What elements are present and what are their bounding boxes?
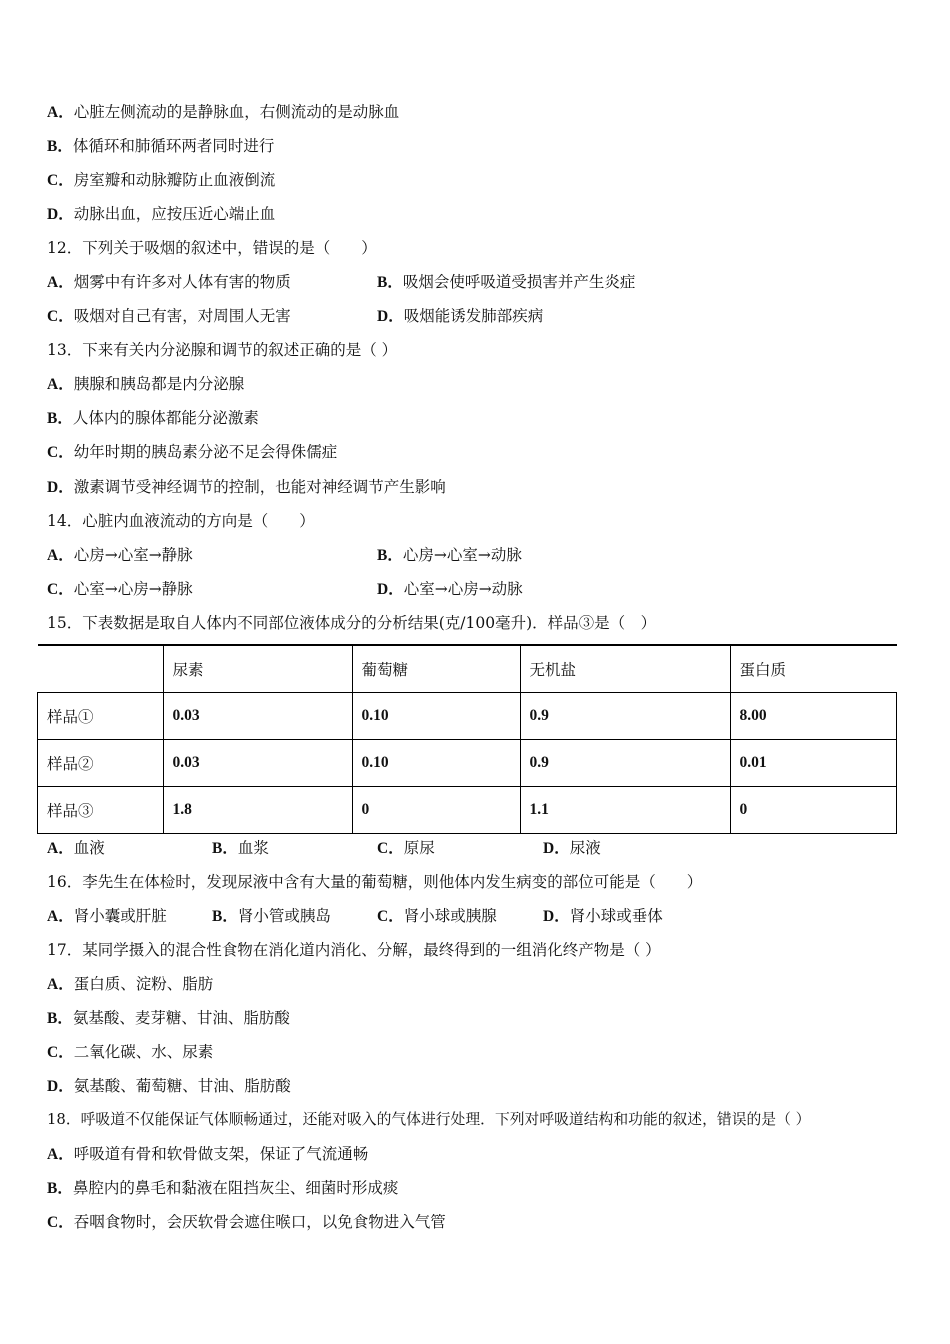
option-label: B． <box>47 1180 73 1197</box>
option-text: 呼吸道有骨和软骨做支架，保证了气流通畅 <box>73 1145 369 1163</box>
q11-option-a <box>47 102 399 123</box>
q16-option-c <box>377 906 497 927</box>
table-cell: 0.10 <box>352 740 520 787</box>
option-text: 血浆 <box>237 839 269 857</box>
option-label: A． <box>47 976 74 993</box>
option-label: C． <box>47 1214 74 1231</box>
table-row-label: 样品② <box>38 740 164 787</box>
q16-option-b <box>212 906 331 927</box>
table-cell: 1.1 <box>520 787 730 834</box>
option-text: 烟雾中有许多对人体有害的物质 <box>73 273 291 291</box>
option-text: 吸烟会使呼吸道受损害并产生炎症 <box>402 273 636 291</box>
option-text: 心室→心房→静脉 <box>73 580 193 598</box>
option-label: C． <box>47 581 74 598</box>
q17-option-b <box>47 1008 290 1029</box>
option-text: 氨基酸、麦芽糖、甘油、脂肪酸 <box>72 1009 290 1027</box>
option-text: 动脉出血，应按压近心端止血 <box>73 205 276 223</box>
option-label: B． <box>47 1010 73 1027</box>
option-label: B． <box>47 410 73 427</box>
q12-option-c <box>47 306 291 327</box>
table-cell: 0.03 <box>163 740 352 787</box>
q14-option-b <box>377 545 522 566</box>
option-label: A． <box>47 547 74 564</box>
q14-stem: 14．心脏内血液流动的方向是（ ） <box>47 512 315 530</box>
q11-option-d <box>47 204 275 225</box>
q13-stem: 13．下来有关内分泌腺和调节的叙述正确的是（ ） <box>47 341 398 359</box>
q13-option-a <box>47 374 244 395</box>
table-header-cell: 蛋白质 <box>730 645 897 693</box>
option-text: 心室→心房→动脉 <box>403 580 523 598</box>
q15-option-c <box>377 838 435 859</box>
option-text: 人体内的腺体都能分泌激素 <box>72 409 259 427</box>
table-cell: 0.01 <box>730 740 897 787</box>
option-text: 吸烟对自己有害，对周围人无害 <box>73 307 291 325</box>
q12-stem: 12．下列关于吸烟的叙述中，错误的是（ ） <box>47 239 377 257</box>
option-label: D． <box>543 840 570 857</box>
option-label: D． <box>47 206 74 223</box>
option-label: D． <box>377 308 404 325</box>
option-label: A． <box>47 104 74 121</box>
table-header-cell: 葡萄糖 <box>352 645 520 693</box>
table-cell: 0.9 <box>520 693 730 740</box>
option-text: 激素调节受神经调节的控制，也能对神经调节产生影响 <box>73 478 446 496</box>
option-label: C． <box>377 840 404 857</box>
option-label: B． <box>212 840 238 857</box>
option-label: C． <box>47 308 74 325</box>
option-label: B． <box>377 274 403 291</box>
option-label: A． <box>47 376 74 393</box>
q13-option-d <box>47 477 446 498</box>
option-label: D． <box>47 1078 74 1095</box>
table-row-label: 样品① <box>38 693 164 740</box>
q16-option-a <box>47 906 167 927</box>
option-label: C． <box>377 908 404 925</box>
option-text: 血液 <box>73 839 105 857</box>
table-header-cell <box>38 645 164 693</box>
option-text: 肾小囊或肝脏 <box>73 907 167 925</box>
q17-option-d <box>47 1076 291 1097</box>
option-text: 吸烟能诱发肺部疾病 <box>403 307 544 325</box>
option-text: 吞咽食物时，会厌软骨会遮住喉口，以免食物进入气管 <box>73 1213 446 1231</box>
q15-option-d <box>543 838 601 859</box>
table-row <box>38 787 897 834</box>
q15-option-a <box>47 838 105 859</box>
option-text: 肾小管或胰岛 <box>237 907 331 925</box>
table-cell: 8.00 <box>730 693 897 740</box>
option-label: A． <box>47 1146 74 1163</box>
q11-option-b <box>47 136 274 157</box>
option-text: 蛋白质、淀粉、脂肪 <box>73 975 214 993</box>
option-text: 肾小球或垂体 <box>569 907 663 925</box>
option-label: C． <box>47 1044 74 1061</box>
option-label: A． <box>47 908 74 925</box>
q17-option-c <box>47 1042 213 1063</box>
table-cell: 0.9 <box>520 740 730 787</box>
table-header-cell: 尿素 <box>163 645 352 693</box>
q12-option-b <box>377 272 635 293</box>
option-label: A． <box>47 274 74 291</box>
option-text: 原尿 <box>403 839 435 857</box>
option-text: 房室瓣和动脉瓣防止血液倒流 <box>73 171 276 189</box>
q18-option-a <box>47 1144 368 1165</box>
q14-option-d <box>377 579 523 600</box>
q12-option-a <box>47 272 291 293</box>
q15-data-table <box>37 644 897 834</box>
table-row-label: 样品③ <box>38 787 164 834</box>
q17-stem: 17．某同学摄入的混合性食物在消化道内消化、分解，最终得到的一组消化终产物是（ ） <box>47 941 661 959</box>
option-label: D． <box>47 479 74 496</box>
q15-option-b <box>212 838 269 859</box>
table-row <box>38 740 897 787</box>
option-label: D． <box>543 908 570 925</box>
option-text: 二氧化碳、水、尿素 <box>73 1043 214 1061</box>
option-text: 鼻腔内的鼻毛和黏液在阻挡灰尘、细菌时形成痰 <box>72 1179 399 1197</box>
option-label: C． <box>47 172 74 189</box>
option-text: 幼年时期的胰岛素分泌不足会得侏儒症 <box>73 443 338 461</box>
q16-stem: 16．李先生在体检时，发现尿液中含有大量的葡萄糖，则他体内发生病变的部位可能是（ ） <box>47 873 703 891</box>
option-text: 氨基酸、葡萄糖、甘油、脂肪酸 <box>73 1077 291 1095</box>
table-row <box>38 693 897 740</box>
q14-option-c <box>47 579 193 600</box>
option-text: 尿液 <box>569 839 601 857</box>
option-label: B． <box>377 547 403 564</box>
table-header-row <box>38 645 897 693</box>
table-header-cell: 无机盐 <box>520 645 730 693</box>
q13-option-b <box>47 408 259 429</box>
option-label: D． <box>377 581 404 598</box>
q12-option-d <box>377 306 543 327</box>
q18-option-b <box>47 1178 398 1199</box>
q18-option-c <box>47 1212 446 1233</box>
table-cell: 0.10 <box>352 693 520 740</box>
q18-stem: 18．呼吸道不仅能保证气体顺畅通过，还能对吸入的气体进行处理．下列对呼吸道结构和功能的叙述，错误的是（ ） <box>47 1111 811 1128</box>
q16-option-d <box>543 906 663 927</box>
table-cell: 0 <box>730 787 897 834</box>
table-cell: 0 <box>352 787 520 834</box>
table-cell: 1.8 <box>163 787 352 834</box>
table-cell: 0.03 <box>163 693 352 740</box>
option-text: 心房→心室→静脉 <box>73 546 193 564</box>
option-label: B． <box>47 138 73 155</box>
option-label: C． <box>47 444 74 461</box>
option-text: 体循环和肺循环两者同时进行 <box>72 137 275 155</box>
q13-option-c <box>47 442 337 463</box>
option-text: 胰腺和胰岛都是内分泌腺 <box>73 375 245 393</box>
option-text: 肾小球或胰腺 <box>403 907 497 925</box>
q17-option-a <box>47 974 213 995</box>
q15-stem: 15．下表数据是取自人体内不同部位液体成分的分析结果(克/100毫升)．样品③是（ ） <box>47 614 657 632</box>
option-label: B． <box>212 908 238 925</box>
option-text: 心脏左侧流动的是静脉血，右侧流动的是动脉血 <box>73 103 400 121</box>
option-text: 心房→心室→动脉 <box>402 546 522 564</box>
q11-option-c <box>47 170 275 191</box>
q14-option-a <box>47 545 193 566</box>
option-label: A． <box>47 840 74 857</box>
